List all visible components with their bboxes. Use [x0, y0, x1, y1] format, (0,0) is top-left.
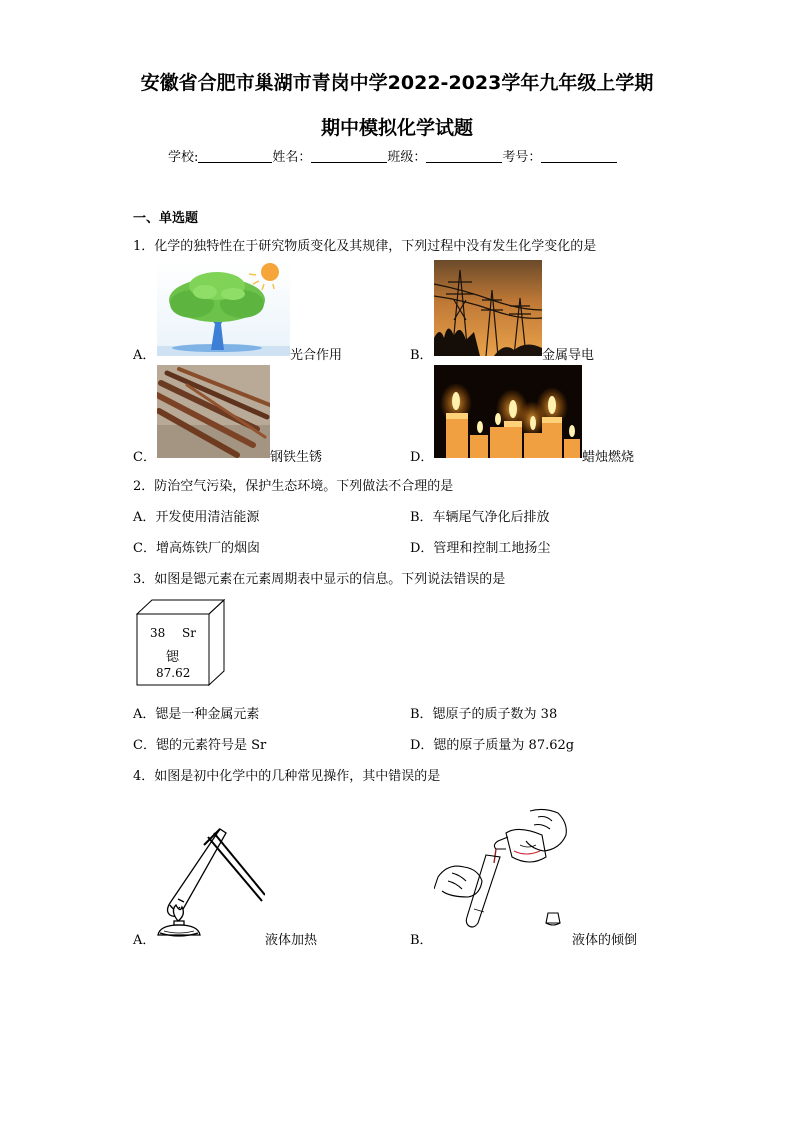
- q3-option-c: C．锶的元素符号是 Sr: [133, 738, 267, 753]
- rusted-steel-image: [157, 365, 270, 458]
- element-symbol: Sr: [182, 626, 196, 640]
- q3-option-b: B．锶原子的质子数为 38: [410, 707, 558, 722]
- question-1-stem: 1．化学的独特性在于研究物质变化及其规律，下列过程中没有发生化学变化的是: [133, 239, 597, 254]
- question-4-stem: 4．如图是初中化学中的几种常见操作，其中错误的是: [133, 769, 441, 784]
- q2-option-c: C．增高炼铁厂的烟囱: [133, 541, 260, 556]
- q3-option-d: D．锶的原子质量为 87.62g: [410, 738, 575, 753]
- q2-option-a: A．开发使用清洁能源: [133, 510, 260, 525]
- exam-no-blank[interactable]: [541, 150, 617, 163]
- q1-option-b-text: 金属导电: [542, 348, 595, 363]
- q1-option-c-prefix: C．: [133, 450, 156, 465]
- q4-option-a-text: 液体加热: [265, 933, 318, 948]
- exam-no-label: 考号：: [502, 150, 542, 165]
- strontium-periodic-cell: [136, 599, 226, 687]
- school-blank[interactable]: [198, 150, 272, 163]
- name-blank[interactable]: [311, 150, 387, 163]
- q1-option-c-text: 钢铁生锈: [270, 450, 323, 465]
- student-info-line: [168, 146, 617, 165]
- name-label: 姓名：: [272, 150, 312, 165]
- liquid-pouring-diagram: [434, 805, 572, 940]
- exam-title-line2: 期中模拟化学试题: [320, 117, 473, 139]
- power-towers-image: [434, 260, 542, 356]
- q1-option-d-prefix: D．: [410, 450, 434, 465]
- q1-option-a-text: 光合作用: [290, 348, 343, 363]
- exam-title-line1: 安徽省合肥市巢湖市青岗中学2022-2023学年九年级上学期: [140, 72, 654, 94]
- element-name: 锶: [166, 650, 180, 665]
- school-label: 学校:: [168, 150, 199, 165]
- liquid-heating-diagram: [150, 825, 265, 940]
- q3-option-a: A．锶是一种金属元素: [133, 707, 260, 722]
- question-2-stem: 2．防治空气污染，保护生态环境。下列做法不合理的是: [133, 479, 454, 494]
- photosynthesis-image: [157, 262, 290, 356]
- section-title: 一、单选题: [133, 211, 199, 226]
- q2-option-b: B．车辆尾气净化后排放: [410, 510, 550, 525]
- atomic-number: 38: [150, 626, 166, 640]
- atomic-mass: 87.62: [156, 666, 191, 680]
- q1-option-d-text: 蜡烛燃烧: [582, 450, 635, 465]
- q1-option-b-prefix: B．: [410, 348, 433, 363]
- class-label: 班级：: [387, 150, 427, 165]
- q4-option-b-text: 液体的倾倒: [572, 933, 638, 948]
- q1-option-a-prefix: A．: [133, 348, 156, 363]
- q4-option-b-prefix: B．: [410, 933, 433, 948]
- burning-candles-image: [434, 365, 582, 458]
- question-3-stem: 3．如图是锶元素在元素周期表中显示的信息。下列说法错误的是: [133, 572, 506, 587]
- class-blank[interactable]: [426, 150, 502, 163]
- q4-option-a-prefix: A．: [133, 933, 156, 948]
- q2-option-d: D．管理和控制工地扬尘: [410, 541, 551, 556]
